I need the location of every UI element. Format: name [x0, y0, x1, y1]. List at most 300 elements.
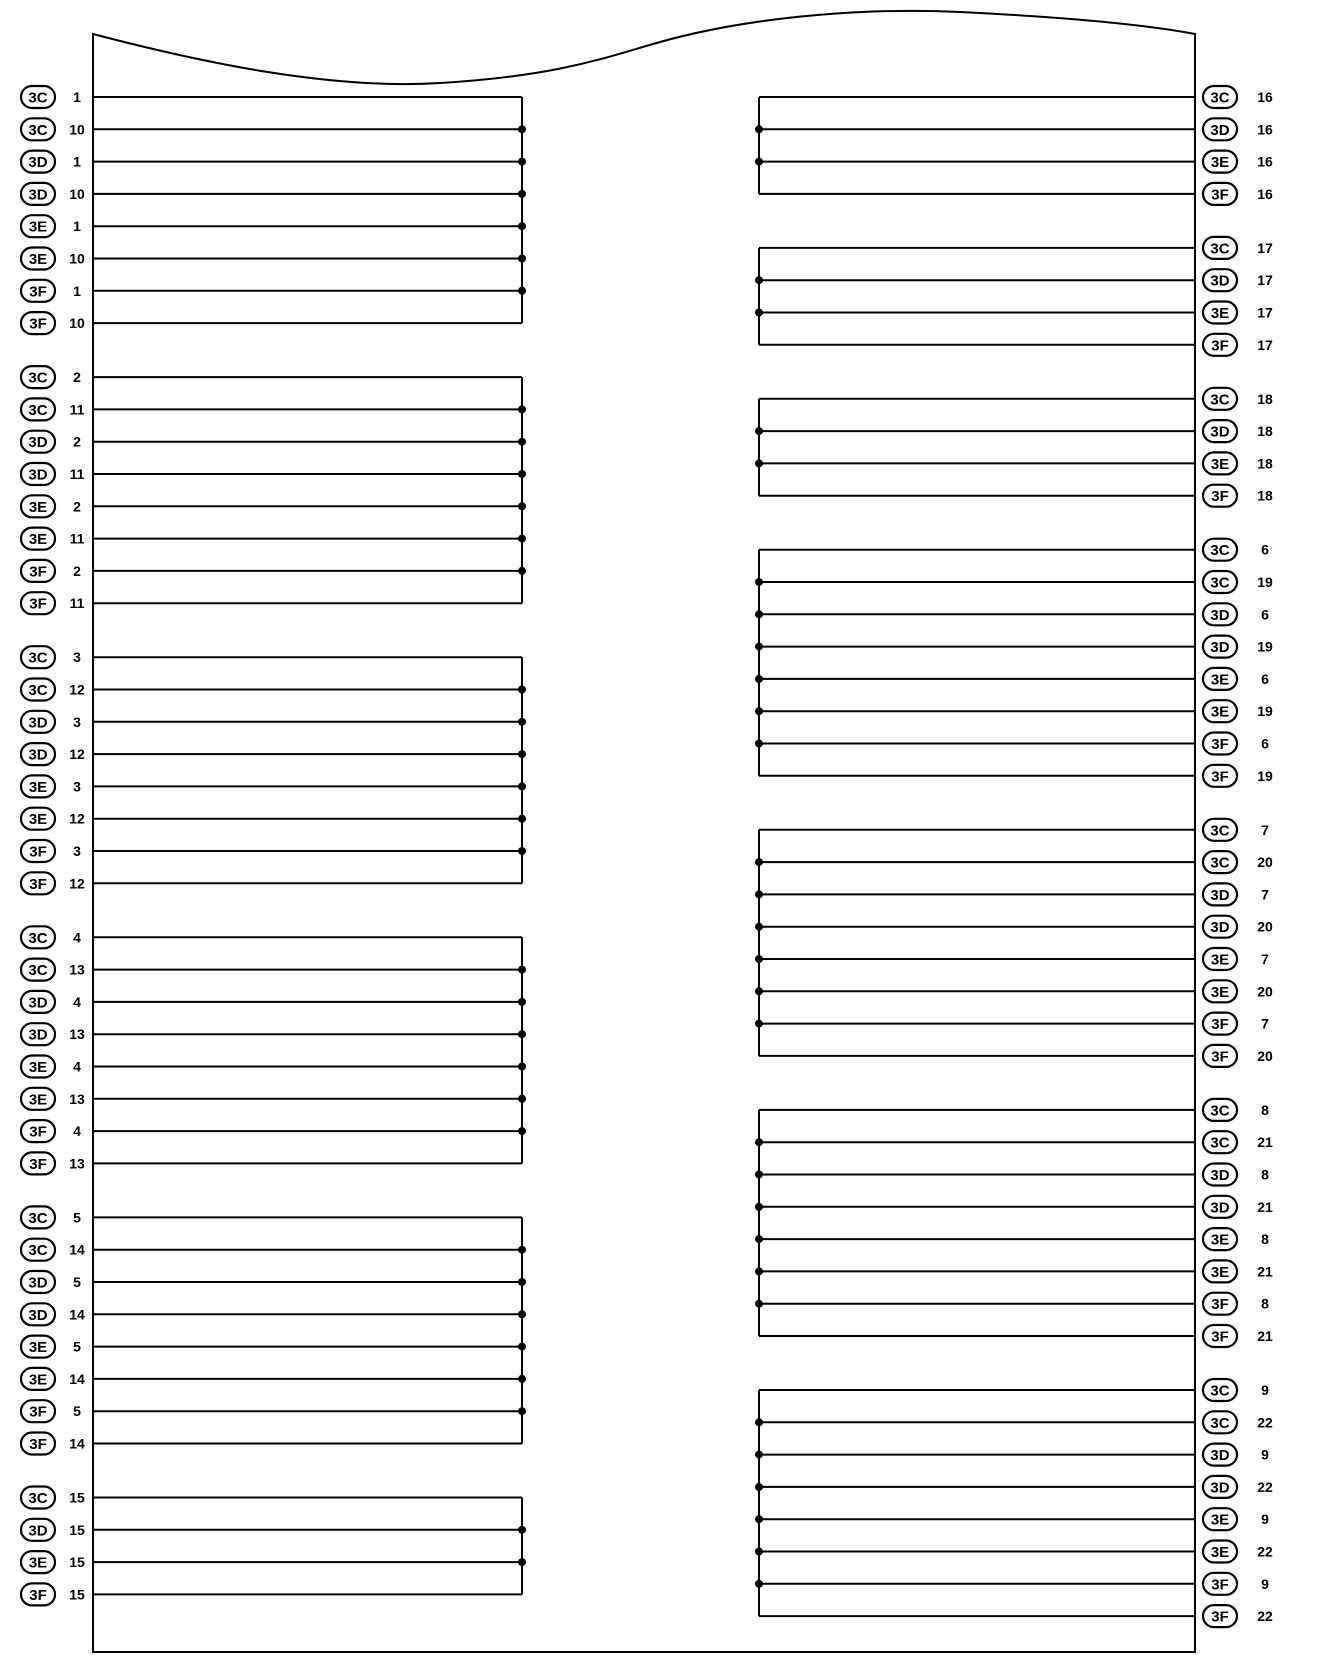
splice-dot	[518, 1526, 526, 1534]
connector-id: 3C	[1210, 89, 1230, 107]
connector-id: 3D	[1210, 1479, 1230, 1497]
connector-id: 3E	[1210, 1511, 1230, 1529]
connector-label	[21, 711, 81, 733]
connector-id: 3E	[28, 811, 48, 829]
connector-label	[21, 248, 85, 270]
splice-dot	[755, 610, 763, 618]
connector-id: 3F	[29, 875, 47, 893]
splice-dot	[518, 535, 526, 543]
pin-number: 7	[1261, 1015, 1269, 1032]
connector-id: 3E	[1210, 1263, 1230, 1281]
connector-id: 3D	[1210, 1167, 1230, 1184]
pin-number: 10	[69, 121, 85, 138]
pin-number: 5	[73, 1274, 81, 1290]
splice-dot	[518, 782, 526, 790]
connector-label	[1203, 485, 1273, 507]
pin-number: 22	[1257, 1608, 1273, 1625]
connector-label	[21, 495, 81, 517]
connector-id: 3D	[28, 714, 48, 732]
pin-number: 9	[1261, 1511, 1269, 1528]
splice-dot	[755, 1138, 763, 1146]
connector-label	[1203, 948, 1269, 970]
connector-id: 3E	[28, 778, 48, 796]
connector-id: 3D	[28, 186, 48, 204]
connector-label	[1203, 539, 1269, 561]
splice-dot	[755, 1171, 763, 1179]
pin-number: 5	[73, 1209, 81, 1226]
connector-label	[21, 840, 81, 862]
connector-label	[21, 1303, 85, 1325]
connector-id: 3C	[1210, 391, 1230, 409]
splice-dot	[755, 987, 763, 995]
splice-dot	[755, 158, 763, 166]
pin-number: 20	[1257, 854, 1273, 871]
pin-number: 19	[1257, 638, 1273, 655]
connector-id: 3D	[28, 466, 48, 484]
pin-number: 14	[69, 1370, 85, 1387]
splice-dot	[518, 1095, 526, 1103]
splice-dot	[755, 578, 763, 586]
connector-label	[21, 1487, 85, 1509]
connector-label	[1203, 1099, 1269, 1121]
connector-label	[1203, 183, 1273, 205]
pin-number: 13	[69, 1155, 85, 1172]
splice-dot	[755, 1515, 763, 1523]
pin-number: 6	[1261, 670, 1269, 687]
connector-id: 3F	[1211, 1328, 1229, 1346]
connector-label	[21, 431, 81, 453]
connector-id: 3E	[28, 531, 48, 549]
splice-dot	[755, 923, 763, 931]
connector-label	[1203, 1228, 1269, 1250]
splice-group	[21, 926, 526, 1174]
connector-label	[21, 1400, 81, 1422]
pin-number: 9	[1261, 1382, 1269, 1398]
connector-id: 3E	[28, 251, 48, 268]
pin-number: 18	[1257, 390, 1273, 407]
pin-number: 16	[1257, 185, 1273, 202]
left-wire-groups	[21, 86, 526, 1605]
pin-number: 10	[69, 250, 85, 267]
connector-id: 3D	[1210, 919, 1230, 937]
connector-label	[21, 1088, 85, 1110]
connector-label	[21, 991, 81, 1013]
connector-label	[21, 1239, 85, 1261]
splice-dot	[518, 190, 526, 198]
splice-dot	[518, 998, 526, 1006]
connector-id: 3D	[28, 746, 48, 764]
connector-label	[1203, 636, 1273, 658]
connector-label	[1203, 1293, 1269, 1315]
connector-id: 3F	[29, 1155, 47, 1173]
connector-label	[21, 528, 85, 550]
connector-id: 3F	[1211, 1296, 1229, 1314]
splice-dot	[755, 1300, 763, 1308]
connector-id: 3D	[1210, 1199, 1230, 1217]
connector-id: 3C	[28, 121, 48, 139]
connector-id: 3F	[29, 1586, 47, 1604]
pin-number: 1	[73, 153, 81, 170]
pin-number: 20	[1257, 983, 1273, 1000]
connector-id: 3C	[28, 682, 48, 699]
splice-dot	[518, 1246, 526, 1254]
connector-id: 3C	[28, 1242, 48, 1260]
pin-number: 22	[1257, 1543, 1273, 1560]
pin-number: 11	[69, 466, 85, 482]
connector-label	[1203, 1476, 1273, 1498]
connector-id: 3C	[1210, 1382, 1230, 1400]
connector-id: 3D	[28, 994, 48, 1012]
connector-id: 3E	[1210, 671, 1230, 689]
splice-dot	[518, 158, 526, 166]
pin-number: 8	[1261, 1295, 1269, 1312]
connector-id: 3E	[28, 1371, 48, 1389]
pin-number: 3	[73, 649, 81, 666]
pin-number: 5	[73, 1403, 81, 1420]
splice-dot	[518, 1030, 526, 1038]
pin-number: 4	[73, 993, 81, 1010]
connector-label	[21, 646, 81, 668]
pin-number: 8	[1261, 1101, 1269, 1118]
pin-number: 15	[69, 1521, 85, 1538]
connector-label	[1203, 1444, 1269, 1466]
splice-group	[21, 646, 526, 894]
connector-label	[1203, 700, 1273, 722]
splice-dot	[518, 222, 526, 230]
connector-label	[21, 1023, 85, 1045]
connector-id: 3F	[1211, 1048, 1229, 1066]
connector-id: 3F	[29, 1436, 47, 1453]
splice-dot	[755, 1203, 763, 1211]
connector-label	[1203, 1196, 1273, 1218]
pin-number: 1	[73, 89, 81, 105]
connector-label	[21, 1551, 85, 1573]
connector-label	[1203, 302, 1273, 324]
connector-id: 3D	[1210, 1447, 1230, 1465]
connector-label	[21, 1433, 85, 1455]
connector-label	[1203, 269, 1273, 291]
connector-id: 3C	[1210, 542, 1230, 560]
connector-label	[1203, 388, 1273, 410]
pin-number: 8	[1261, 1231, 1269, 1248]
splice-dot	[755, 740, 763, 748]
connector-label	[1203, 151, 1273, 173]
pin-number: 13	[69, 1090, 85, 1107]
connector-label	[21, 1519, 85, 1541]
pin-number: 1	[73, 282, 81, 299]
splice-dot	[518, 1343, 526, 1351]
connector-id: 3F	[1211, 337, 1229, 355]
pin-number: 9	[1261, 1575, 1269, 1592]
connector-label	[1203, 980, 1273, 1002]
pin-number: 15	[69, 1586, 85, 1603]
pin-number: 12	[69, 875, 85, 892]
pin-number: 22	[1257, 1478, 1273, 1495]
splice-dot	[518, 1127, 526, 1135]
pin-number: 4	[73, 929, 81, 946]
connector-id: 3E	[28, 498, 48, 516]
pin-number: 6	[1261, 541, 1269, 558]
splice-group	[21, 86, 526, 334]
connector-id: 3F	[29, 283, 47, 301]
connector-id: 3F	[29, 315, 47, 333]
splice-dot	[518, 1375, 526, 1383]
connector-label	[1203, 86, 1273, 108]
splice-dot	[755, 890, 763, 898]
pin-number: 13	[69, 1026, 85, 1043]
connector-label	[21, 808, 85, 830]
pin-number: 20	[1257, 918, 1273, 935]
connector-label	[21, 463, 85, 485]
splice-dot	[755, 1451, 763, 1459]
connector-label	[21, 312, 85, 334]
splice-dot	[518, 718, 526, 726]
connector-label	[1203, 668, 1269, 690]
connector-label	[1203, 1605, 1273, 1627]
connector-label	[21, 1152, 85, 1174]
connector-id: 3E	[1210, 1231, 1230, 1249]
pin-number: 2	[73, 562, 81, 579]
connector-id: 3D	[1210, 606, 1230, 624]
connector-id: 3E	[1210, 455, 1230, 473]
splice-dot	[518, 686, 526, 694]
connector-id: 3F	[1211, 1608, 1229, 1626]
connector-label	[1203, 1508, 1269, 1530]
connector-label	[21, 1120, 81, 1142]
connector-label	[1203, 1379, 1269, 1401]
connector-id: 3E	[28, 1554, 48, 1572]
connector-label	[21, 1368, 85, 1390]
connector-label	[21, 366, 81, 388]
pin-number: 4	[73, 1058, 81, 1075]
connector-id: 3F	[29, 1123, 47, 1141]
connector-id: 3C	[28, 369, 48, 387]
pin-number: 3	[73, 778, 81, 795]
connector-label	[21, 592, 85, 614]
connector-label	[1203, 733, 1269, 755]
splice-dot	[518, 255, 526, 263]
pin-number: 14	[69, 1241, 85, 1258]
splice-dot	[755, 427, 763, 435]
connector-id: 3E	[1210, 154, 1230, 172]
connector-label	[1203, 1411, 1273, 1433]
connector-label	[21, 1206, 81, 1228]
pin-number: 19	[1257, 574, 1273, 590]
pin-number: 10	[69, 185, 85, 202]
pin-number: 17	[1257, 272, 1273, 289]
pin-number: 17	[1257, 336, 1273, 353]
connector-label	[1203, 916, 1273, 938]
connector-id: 3F	[29, 1403, 47, 1421]
pin-number: 16	[1257, 121, 1273, 138]
connector-id: 3C	[28, 401, 48, 419]
splice-group	[21, 1487, 526, 1606]
pin-number: 3	[73, 843, 81, 859]
splice-dot	[518, 1558, 526, 1566]
splice-dot	[755, 643, 763, 651]
connector-label	[1203, 237, 1273, 259]
connector-id: 3D	[28, 154, 48, 172]
connector-label	[21, 398, 85, 420]
connector-label	[1203, 1164, 1269, 1186]
connector-id: 3D	[1210, 121, 1230, 139]
pin-number: 7	[1261, 821, 1269, 838]
connector-label	[21, 959, 85, 981]
connector-label	[1203, 1045, 1273, 1067]
connector-label	[21, 151, 81, 173]
connector-id: 3C	[1210, 854, 1230, 872]
connector-label	[1203, 603, 1269, 625]
splice-dot	[518, 125, 526, 133]
connector-id: 3C	[28, 929, 48, 947]
pin-number: 1	[73, 218, 81, 235]
pin-number: 7	[1261, 951, 1269, 967]
splice-dot	[755, 955, 763, 963]
connector-id: 3D	[1210, 886, 1230, 904]
pin-number: 14	[69, 1435, 85, 1452]
splice-dot	[755, 675, 763, 683]
connector-label	[21, 280, 81, 302]
connector-label	[21, 1583, 85, 1605]
connector-id: 3E	[1210, 305, 1230, 322]
splice-board-outline	[93, 11, 1195, 1652]
connector-id: 3C	[28, 1209, 48, 1227]
splice-group	[21, 1206, 526, 1454]
pin-number: 2	[73, 369, 81, 386]
splice-dot	[518, 287, 526, 295]
splice-dot	[518, 438, 526, 446]
connector-id: 3F	[1211, 1576, 1229, 1594]
connector-id: 3C	[1210, 822, 1230, 840]
pin-number: 18	[1257, 487, 1273, 504]
connector-label	[21, 215, 81, 237]
connector-id: 3F	[29, 843, 47, 861]
pin-number: 17	[1257, 239, 1273, 256]
pin-number: 18	[1257, 423, 1273, 440]
pin-number: 9	[1261, 1446, 1269, 1463]
connector-id: 3E	[1210, 983, 1230, 1001]
connector-label	[1203, 452, 1273, 474]
pin-number: 12	[69, 746, 85, 763]
connector-id: 3E	[28, 1059, 48, 1076]
splice-dot	[755, 1548, 763, 1556]
connector-id: 3D	[1210, 639, 1230, 657]
connector-label	[21, 679, 85, 701]
splice-dot	[755, 459, 763, 467]
connector-id: 3E	[1210, 951, 1230, 969]
splice-dot	[518, 815, 526, 823]
connector-id: 3F	[29, 595, 47, 613]
pin-number: 21	[1257, 1134, 1273, 1151]
splice-dot	[518, 567, 526, 575]
pin-number: 19	[1257, 703, 1273, 720]
connector-id: 3C	[1210, 1134, 1230, 1152]
pin-number: 17	[1257, 304, 1273, 321]
pin-number: 19	[1257, 767, 1273, 784]
pin-number: 10	[69, 315, 85, 332]
connector-label	[1203, 420, 1273, 442]
connector-id: 3F	[1211, 736, 1229, 753]
pin-number: 14	[69, 1306, 85, 1323]
connector-label	[21, 1056, 81, 1078]
pin-number: 2	[73, 498, 81, 515]
splice-dot	[755, 1418, 763, 1426]
connector-label	[21, 118, 85, 140]
connector-label	[1203, 1325, 1273, 1347]
splice-dot	[755, 1580, 763, 1588]
splice-dot	[518, 502, 526, 510]
connector-label	[21, 1336, 81, 1358]
connector-id: 3C	[1210, 1414, 1230, 1432]
connector-label	[1203, 765, 1273, 787]
connector-id: 3C	[28, 89, 48, 107]
pin-number: 20	[1257, 1047, 1273, 1064]
connector-id: 3D	[1210, 272, 1230, 290]
connector-label	[1203, 118, 1273, 140]
connector-label	[21, 86, 81, 108]
connector-id: 3E	[1210, 1544, 1230, 1561]
splice-dot	[755, 309, 763, 317]
splice-dot	[755, 1235, 763, 1243]
connector-label	[1203, 1260, 1273, 1282]
pin-number: 21	[1257, 1328, 1273, 1344]
splice-dot	[755, 858, 763, 866]
splice-dot	[755, 1267, 763, 1275]
connector-id: 3E	[28, 1091, 48, 1109]
splice-dot	[755, 1483, 763, 1491]
splice-dot	[518, 966, 526, 974]
pin-number: 2	[73, 433, 81, 450]
connector-id: 3D	[1210, 423, 1230, 441]
connector-label	[21, 560, 81, 582]
connector-label	[1203, 571, 1273, 593]
connector-id: 3C	[28, 962, 48, 980]
pin-number: 6	[1261, 606, 1269, 623]
pin-number: 12	[69, 681, 85, 698]
connector-label	[1203, 1013, 1269, 1035]
connector-id: 3F	[1211, 186, 1229, 204]
pin-number: 5	[73, 1338, 81, 1355]
splice-dot	[518, 847, 526, 855]
connector-label	[21, 183, 85, 205]
connector-label	[1203, 1131, 1273, 1153]
connector-id: 3C	[1210, 240, 1230, 258]
connector-label	[21, 926, 81, 948]
splice-dot	[518, 1407, 526, 1415]
pin-number: 11	[69, 595, 85, 612]
connector-label	[1203, 819, 1269, 841]
connector-id: 3F	[1211, 1016, 1229, 1034]
pin-number: 4	[73, 1123, 81, 1140]
connector-id: 3F	[1211, 768, 1229, 786]
pin-number: 12	[69, 810, 85, 827]
pin-number: 13	[69, 961, 85, 978]
splice-group	[21, 366, 526, 614]
connector-id: 3E	[28, 1339, 48, 1357]
pin-number: 16	[1257, 89, 1273, 105]
connector-label	[1203, 851, 1273, 873]
connector-id: 3F	[29, 563, 47, 581]
connector-id: 3D	[28, 1026, 48, 1044]
connector-id: 3E	[1210, 703, 1230, 721]
pin-number: 22	[1257, 1414, 1273, 1431]
pin-number: 16	[1257, 153, 1273, 170]
connector-label	[21, 743, 85, 765]
pin-number: 21	[1257, 1263, 1273, 1280]
connector-label	[1203, 883, 1269, 905]
connector-id: 3D	[28, 1522, 48, 1540]
pin-number: 11	[69, 401, 85, 418]
